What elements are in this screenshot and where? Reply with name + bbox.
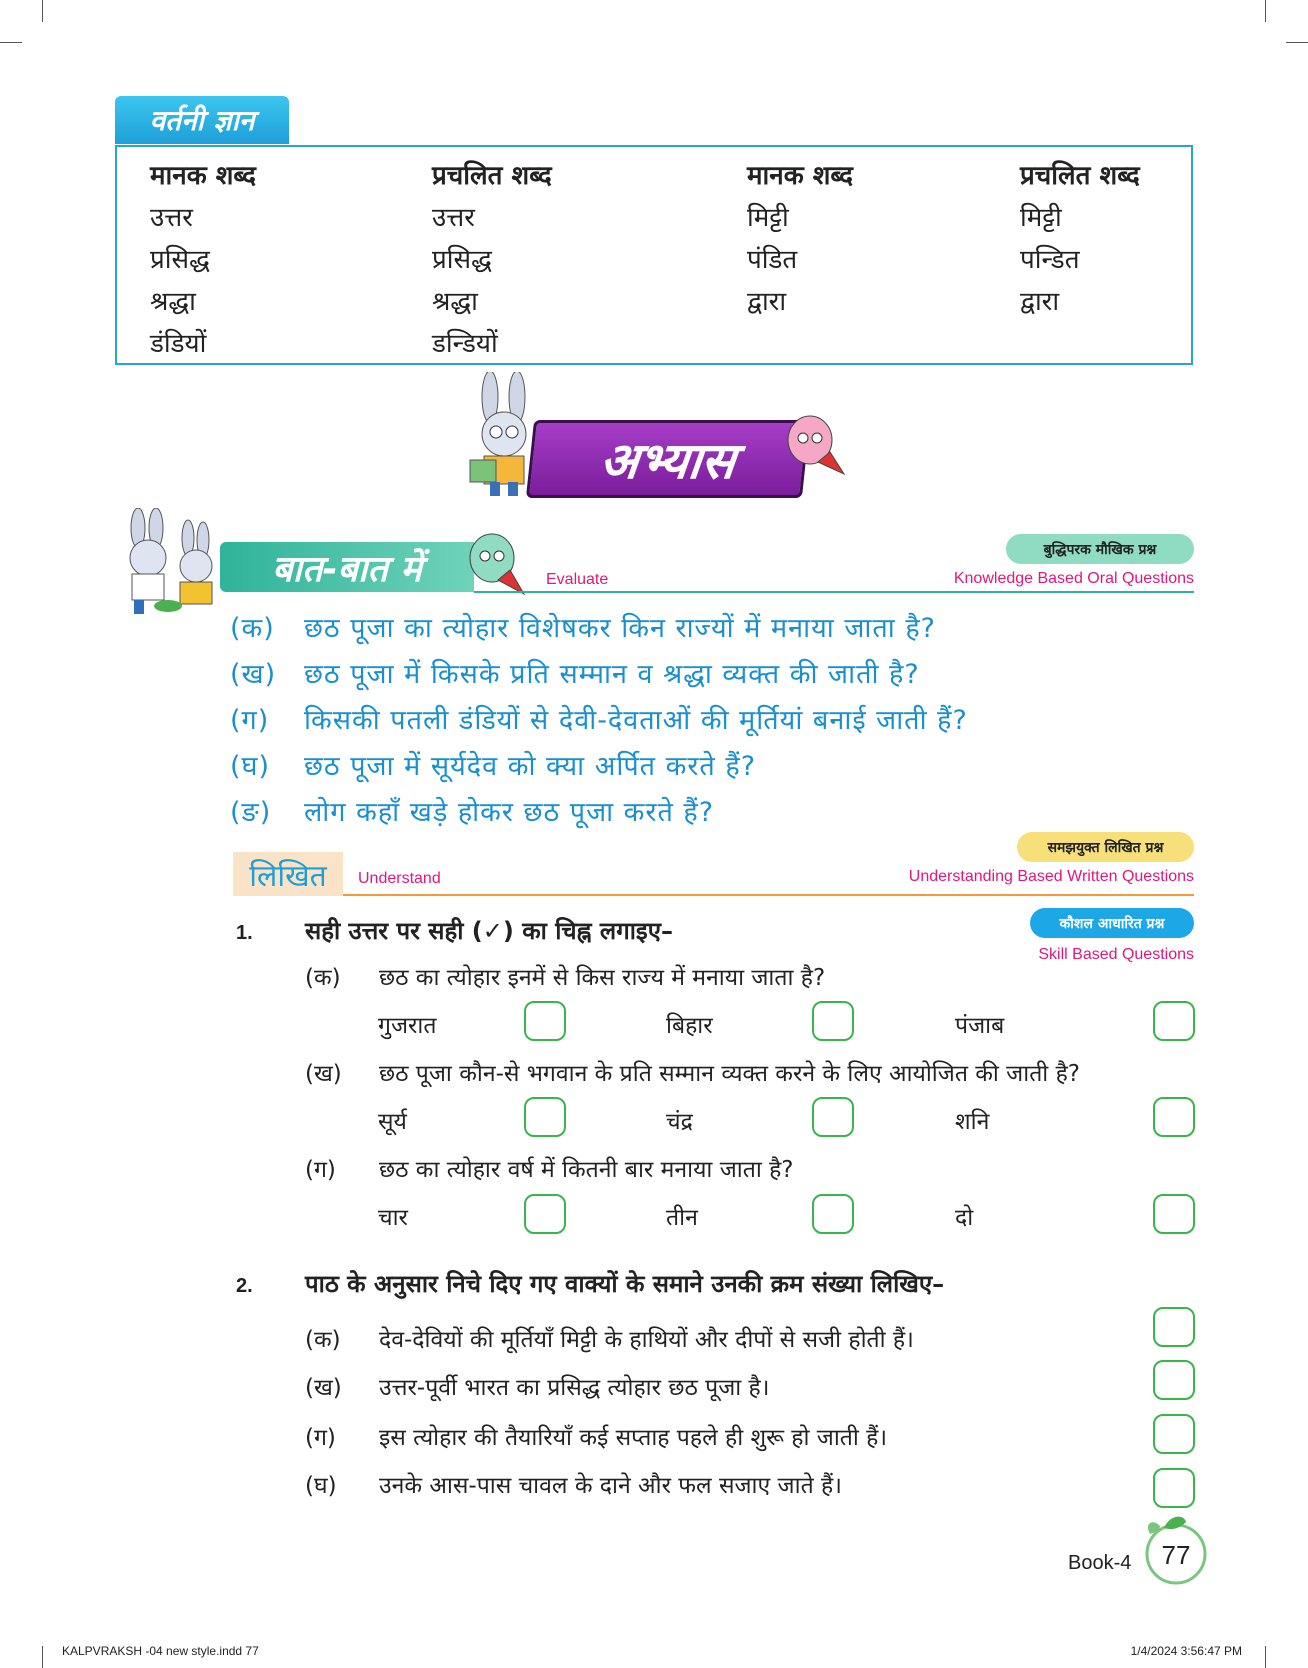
answer-checkbox[interactable] — [1153, 1194, 1195, 1234]
question-label: (ङ) — [230, 797, 272, 828]
question-text: छठ पूजा में किसके प्रति सम्मान व श्रद्धा व्यक्त की जाती है? — [304, 659, 920, 690]
sub-question — [305, 1468, 842, 1500]
book-label: Book-4 — [1068, 1552, 1132, 1574]
crop-mark — [42, 0, 43, 22]
question-text: पाठ के अनुसार निचे दिए गए वाक्यों के समाने उनकी क्रम संख्या लिखिए– — [305, 1270, 945, 1298]
sequence-number-box[interactable] — [1153, 1307, 1195, 1347]
word: श्रद्धा — [432, 287, 478, 317]
sequence-number-box[interactable] — [1153, 1360, 1195, 1400]
sub-text: उनके आस-पास चावल के दाने और फल सजाए जाते हैं। — [379, 1473, 842, 1499]
sub-question — [305, 1322, 914, 1354]
question-label: (घ) — [230, 751, 271, 782]
option-label: पंजाब — [955, 1013, 1005, 1039]
word: डन्डियों — [432, 329, 498, 359]
oral-question — [230, 654, 920, 691]
abhyas-banner: अभ्यास — [526, 420, 810, 498]
option-label: बिहार — [666, 1013, 713, 1039]
question-text: छठ पूजा का त्योहार विशेषकर किन राज्यों में मनाया जाता है? — [304, 613, 936, 644]
sub-question — [305, 1420, 887, 1452]
question-label: (ग) — [230, 705, 270, 736]
pencil-mascot-icon — [782, 412, 852, 482]
word: उत्तर — [432, 203, 475, 233]
likhit-banner: लिखित — [233, 852, 343, 896]
understand-tag: Understand — [358, 870, 441, 887]
answer-checkbox[interactable] — [1153, 1001, 1195, 1041]
word: मिट्टी — [747, 203, 789, 233]
sub-text: छठ पूजा कौन-से भगवान के प्रति सम्मान व्यक्त करने के लिए आयोजित की जाती है? — [379, 1061, 1080, 1087]
vartani-column — [747, 155, 853, 323]
column-header: मानक शब्द — [747, 161, 853, 191]
question-number: 1. — [236, 922, 253, 944]
question-number: 2. — [236, 1275, 253, 1297]
vartani-table — [115, 145, 1193, 365]
word: द्वारा — [1020, 287, 1060, 317]
sequence-number-box[interactable] — [1153, 1468, 1195, 1508]
word: डंडियों — [150, 329, 207, 359]
option-label: चार — [378, 1205, 408, 1231]
crop-mark — [1265, 0, 1266, 22]
oral-question — [230, 792, 714, 829]
sub-label: (ख) — [305, 1061, 342, 1087]
crop-mark — [1265, 1646, 1266, 1668]
skill-questions-english: Skill Based Questions — [1038, 946, 1194, 963]
skill-questions-pill: कौशल आधारित प्रश्न — [1030, 908, 1194, 938]
option-label: सूर्य — [378, 1109, 407, 1135]
oral-questions-pill: बुद्धिपरक मौखिक प्रश्न — [1006, 534, 1194, 564]
evaluate-tag: Evaluate — [546, 571, 609, 588]
word: उत्तर — [150, 203, 193, 233]
sub-label: (ख) — [305, 1375, 342, 1401]
word: द्वारा — [747, 287, 787, 317]
option-label: शनि — [955, 1109, 990, 1135]
footer-file: KALPVRAKSH -04 new style.indd 77 — [62, 1644, 259, 1658]
baat-baat-banner: बात-बात में — [220, 542, 474, 592]
question-text: सही उत्तर पर सही (✓) का चिह्न लगाइए– — [305, 917, 673, 945]
answer-checkbox[interactable] — [812, 1194, 854, 1234]
answer-checkbox[interactable] — [524, 1194, 566, 1234]
word: प्रसिद्ध — [150, 245, 210, 275]
footer-datetime: 1/4/2024 3:56:47 PM — [1130, 1644, 1242, 1658]
sub-text: छठ का त्योहार इनमें से किस राज्य में मनाया जाता है? — [379, 965, 826, 991]
sub-text: छठ का त्योहार वर्ष में कितनी बार मनाया जाता है? — [379, 1157, 794, 1183]
answer-checkbox[interactable] — [812, 1097, 854, 1137]
sub-label: (क) — [305, 1327, 341, 1353]
column-header: प्रचलित शब्द — [432, 161, 552, 191]
option-label: दो — [955, 1205, 974, 1231]
vartani-column — [150, 155, 256, 365]
vartani-column — [1020, 155, 1140, 323]
oral-questions-english: Knowledge Based Oral Questions — [953, 570, 1194, 587]
sub-text: उत्तर-पूर्वी भारत का प्रसिद्ध त्योहार छठ पूजा है। — [379, 1375, 770, 1401]
written-questions-pill: समझयुक्त लिखित प्रश्न — [1017, 832, 1194, 862]
answer-checkbox[interactable] — [524, 1097, 566, 1137]
sub-question — [305, 1370, 769, 1402]
option-label: तीन — [666, 1205, 698, 1231]
sub-text: इस त्योहार की तैयारियाँ कई सप्ताह पहले ही शुरू हो जाती हैं। — [379, 1425, 888, 1451]
word: पन्डित — [1020, 245, 1080, 275]
vartani-column — [432, 155, 552, 365]
question-text: लोग कहाँ खड़े होकर छठ पूजा करते हैं? — [304, 797, 715, 828]
question-label: (क) — [230, 613, 275, 644]
sub-label: (घ) — [305, 1473, 337, 1499]
rabbits-illustration — [108, 508, 223, 618]
word: मिट्टी — [1020, 203, 1062, 233]
column-header: प्रचलित शब्द — [1020, 161, 1140, 191]
oral-question — [230, 608, 936, 645]
vartani-title: वर्तनी ज्ञान — [115, 96, 289, 144]
question-text: छठ पूजा में सूर्यदेव को क्या अर्पित करते हैं? — [304, 751, 757, 782]
pencil-mascot-icon — [464, 528, 530, 600]
word: प्रसिद्ध — [432, 245, 492, 275]
crop-mark — [1286, 42, 1308, 43]
answer-checkbox[interactable] — [812, 1001, 854, 1041]
sequence-number-box[interactable] — [1153, 1414, 1195, 1454]
section-divider — [474, 591, 1194, 593]
page-number: 77 — [1161, 1540, 1191, 1570]
sub-label: (ग) — [305, 1425, 336, 1451]
crop-mark — [0, 42, 22, 43]
option-label: चंद्र — [666, 1109, 693, 1135]
question-text: किसकी पतली डंडियों से देवी-देवताओं की मूर्तियां बनाई जाती हैं? — [304, 705, 968, 736]
option-label: गुजरात — [378, 1013, 437, 1039]
answer-checkbox[interactable] — [1153, 1097, 1195, 1137]
sub-question — [305, 1056, 1080, 1088]
sub-question — [305, 960, 825, 992]
answer-checkbox[interactable] — [524, 1001, 566, 1041]
word: पंडित — [747, 245, 798, 275]
written-questions-english: Understanding Based Written Questions — [908, 868, 1194, 885]
word: श्रद्धा — [150, 287, 196, 317]
sub-label: (क) — [305, 965, 341, 991]
crop-mark — [42, 1646, 43, 1668]
column-header: मानक शब्द — [150, 161, 256, 191]
sub-question — [305, 1152, 794, 1184]
sub-label: (ग) — [305, 1157, 336, 1183]
oral-question — [230, 746, 756, 783]
sub-text: देव-देवियों की मूर्तियाँ मिट्टी के हाथियों और दीपों से सजी होती हैं। — [379, 1327, 914, 1353]
section-divider — [343, 894, 1194, 896]
question-label: (ख) — [230, 659, 277, 690]
oral-question — [230, 700, 968, 737]
